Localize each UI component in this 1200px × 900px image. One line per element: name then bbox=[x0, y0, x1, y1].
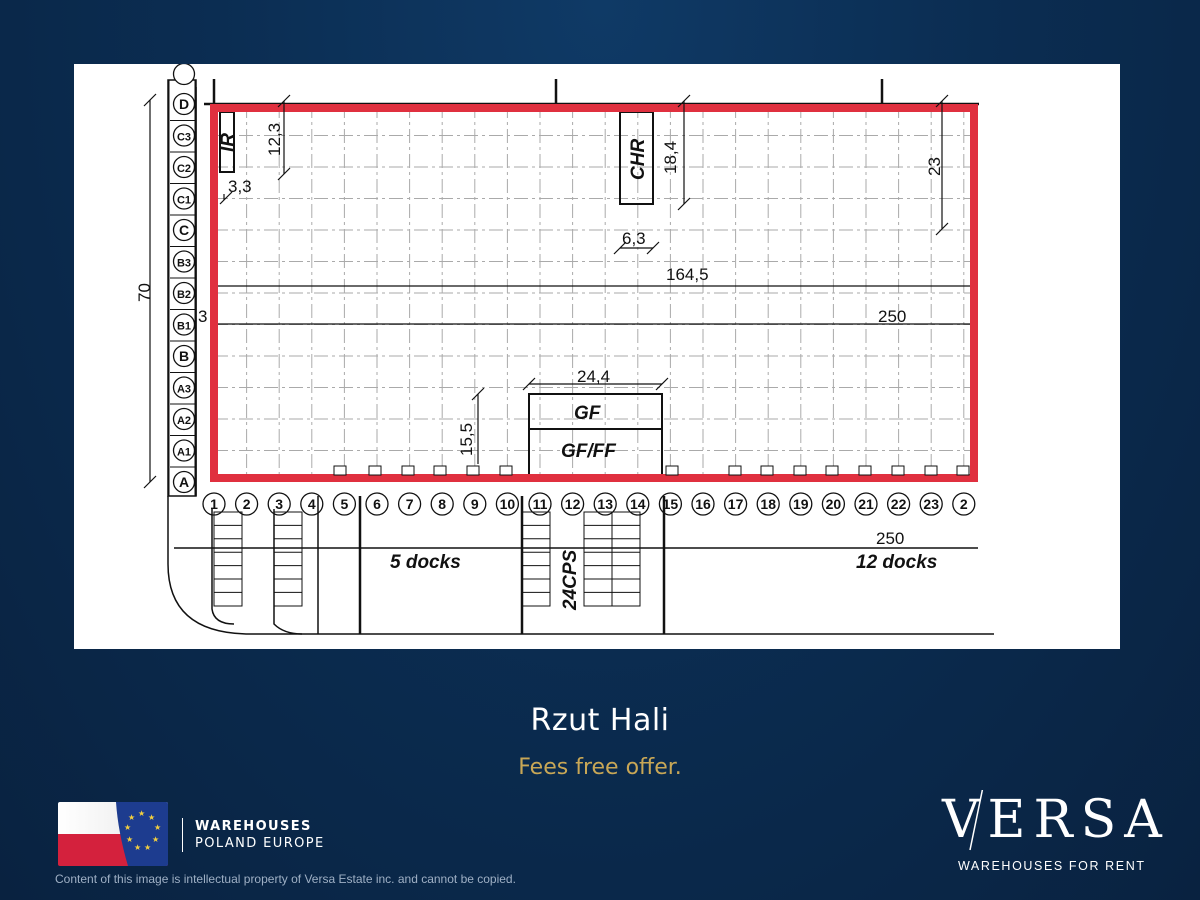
svg-text:★: ★ bbox=[154, 823, 162, 832]
svg-text:6: 6 bbox=[373, 496, 381, 512]
brand-line-1: WAREHOUSES bbox=[195, 819, 312, 834]
dock-door bbox=[666, 466, 678, 475]
svg-text:18: 18 bbox=[760, 496, 776, 512]
dock-door bbox=[500, 466, 512, 475]
row-bubble-a bbox=[174, 472, 195, 493]
column-bubble-23 bbox=[920, 493, 942, 515]
floor-plan-drawing bbox=[74, 64, 1120, 649]
svg-text:A3: A3 bbox=[176, 383, 192, 396]
svg-text:★: ★ bbox=[126, 835, 134, 844]
plan-subtitle: Fees free offer. bbox=[518, 755, 682, 780]
svg-text:23: 23 bbox=[923, 496, 939, 512]
dim-23: 23 bbox=[925, 157, 944, 176]
svg-text:★: ★ bbox=[152, 835, 160, 844]
dim-3-3: 3,3 bbox=[228, 177, 252, 196]
parking-stall-column bbox=[584, 512, 612, 606]
svg-text:7: 7 bbox=[405, 496, 414, 512]
dock-door bbox=[369, 466, 381, 475]
svg-text:9: 9 bbox=[470, 496, 479, 512]
svg-text:17: 17 bbox=[727, 496, 744, 512]
copyright-notice: Content of this image is intellectual property of Versa Estate inc. and cannot be copied. bbox=[55, 872, 516, 886]
dock-door bbox=[957, 466, 969, 475]
svg-text:16: 16 bbox=[695, 496, 711, 512]
dock-door bbox=[892, 466, 904, 475]
dock-door bbox=[761, 466, 773, 475]
column-bubble-8 bbox=[431, 493, 453, 515]
dim-height-70: 70 bbox=[135, 283, 154, 302]
parking-stall-column bbox=[612, 512, 640, 606]
docks-12-label: 12 docks bbox=[856, 552, 938, 573]
row-bubble-c3 bbox=[174, 125, 195, 146]
column-bubble-12 bbox=[562, 493, 584, 515]
svg-text:B1: B1 bbox=[176, 320, 192, 333]
svg-text:★: ★ bbox=[138, 809, 146, 818]
gf-label: GF bbox=[574, 403, 601, 424]
row-bubble-a3 bbox=[174, 377, 195, 398]
row-bubble-d bbox=[174, 94, 195, 115]
versa-logo bbox=[940, 790, 1170, 850]
svg-text:A: A bbox=[178, 474, 190, 490]
plan-title: Rzut Hali bbox=[530, 703, 670, 738]
brand-line-2: POLAND EUROPE bbox=[195, 836, 325, 851]
row-bubble-a1 bbox=[174, 440, 195, 461]
dock-door bbox=[859, 466, 871, 475]
dock-door bbox=[826, 466, 838, 475]
svg-text:★: ★ bbox=[148, 813, 156, 822]
svg-text:C: C bbox=[178, 222, 190, 238]
column-bubble-7 bbox=[399, 493, 421, 515]
dock-door bbox=[729, 466, 741, 475]
column-bubble-9 bbox=[464, 493, 486, 515]
column-bubble-15 bbox=[659, 493, 681, 515]
column-bubble-22 bbox=[888, 493, 910, 515]
row-bubble-b2 bbox=[174, 283, 195, 304]
svg-text:11: 11 bbox=[532, 496, 548, 512]
svg-text:C2: C2 bbox=[176, 163, 192, 175]
column-bubble-5 bbox=[333, 493, 355, 515]
dim-3: 3 bbox=[198, 307, 208, 326]
svg-text:★: ★ bbox=[134, 843, 142, 852]
parking-label: 24CPS bbox=[560, 549, 581, 610]
svg-text:4: 4 bbox=[307, 496, 316, 512]
dock-door bbox=[794, 466, 806, 475]
poland-eu-flag-icon bbox=[58, 802, 168, 866]
ir-label: IR bbox=[218, 133, 239, 152]
svg-text:20: 20 bbox=[825, 496, 842, 512]
svg-text:B: B bbox=[178, 348, 190, 364]
column-bubble-19 bbox=[790, 493, 812, 515]
svg-text:8: 8 bbox=[438, 496, 447, 512]
dock-door bbox=[402, 466, 414, 475]
svg-text:★: ★ bbox=[144, 843, 152, 852]
row-bubble-a2 bbox=[174, 409, 195, 430]
column-bubble-18 bbox=[757, 493, 779, 515]
column-bubble-4 bbox=[301, 493, 323, 515]
dim-12-3: 12,3 bbox=[265, 122, 284, 156]
row-bubble-c2 bbox=[174, 157, 195, 178]
svg-text:2: 2 bbox=[242, 496, 251, 512]
svg-text:B2: B2 bbox=[176, 289, 192, 301]
dock-door bbox=[925, 466, 937, 475]
svg-text:5: 5 bbox=[340, 496, 349, 512]
svg-text:C1: C1 bbox=[176, 194, 192, 207]
svg-text:19: 19 bbox=[793, 496, 809, 512]
dim-6-3: 6,3 bbox=[622, 229, 646, 248]
dock-door bbox=[467, 466, 479, 475]
dim-24-4: 24,4 bbox=[577, 367, 611, 386]
svg-text:★: ★ bbox=[128, 813, 136, 822]
svg-text:2: 2 bbox=[959, 496, 968, 512]
svg-text:15: 15 bbox=[662, 496, 679, 512]
parking-stall-column bbox=[522, 512, 550, 606]
row-bubble-c bbox=[174, 220, 195, 241]
chr-label: CHR bbox=[628, 138, 649, 180]
svg-text:C3: C3 bbox=[176, 131, 192, 144]
row-bubble-b bbox=[174, 346, 195, 367]
svg-text:1: 1 bbox=[210, 496, 218, 512]
svg-text:D: D bbox=[178, 96, 190, 112]
svg-text:B3: B3 bbox=[176, 257, 192, 270]
svg-text:22: 22 bbox=[890, 496, 907, 512]
versa-logo-word: VERSA bbox=[942, 790, 1170, 850]
versa-tagline: WAREHOUSES FOR RENT bbox=[958, 859, 1146, 873]
parking-stall-column bbox=[214, 512, 242, 606]
svg-text:3: 3 bbox=[275, 496, 284, 512]
column-bubble-10 bbox=[496, 493, 518, 515]
dock-door bbox=[434, 466, 446, 475]
column-bubble-16 bbox=[692, 493, 714, 515]
dim-250-bottom: 250 bbox=[876, 529, 905, 548]
dim-18-4: 18,4 bbox=[661, 140, 680, 174]
svg-text:14: 14 bbox=[630, 496, 646, 512]
parking-stall-column bbox=[274, 512, 302, 606]
warehouses-poland-europe-brand bbox=[182, 818, 325, 852]
dim-15-5: 15,5 bbox=[457, 422, 476, 456]
column-bubble-2 bbox=[953, 493, 975, 515]
column-bubble-21 bbox=[855, 493, 877, 515]
svg-text:A2: A2 bbox=[176, 415, 192, 427]
column-bubble-20 bbox=[822, 493, 844, 515]
dock-door bbox=[334, 466, 346, 475]
floor-plan bbox=[74, 64, 1120, 649]
gf-ff-label: GF/FF bbox=[561, 441, 616, 462]
svg-text:A1: A1 bbox=[176, 446, 192, 459]
svg-text:21: 21 bbox=[858, 496, 874, 512]
column-bubble-17 bbox=[725, 493, 747, 515]
dim-250-top: 250 bbox=[878, 307, 907, 326]
row-bubble-b1 bbox=[174, 314, 195, 335]
column-bubble-6 bbox=[366, 493, 388, 515]
svg-text:★: ★ bbox=[124, 823, 132, 832]
dim-164-5: 164,5 bbox=[666, 265, 709, 284]
svg-text:10: 10 bbox=[499, 496, 516, 512]
svg-text:13: 13 bbox=[597, 496, 613, 512]
row-bubble-b3 bbox=[174, 251, 195, 272]
row-bubble-c1 bbox=[174, 188, 195, 209]
svg-text:12: 12 bbox=[564, 496, 581, 512]
docks-5-label: 5 docks bbox=[390, 552, 461, 573]
